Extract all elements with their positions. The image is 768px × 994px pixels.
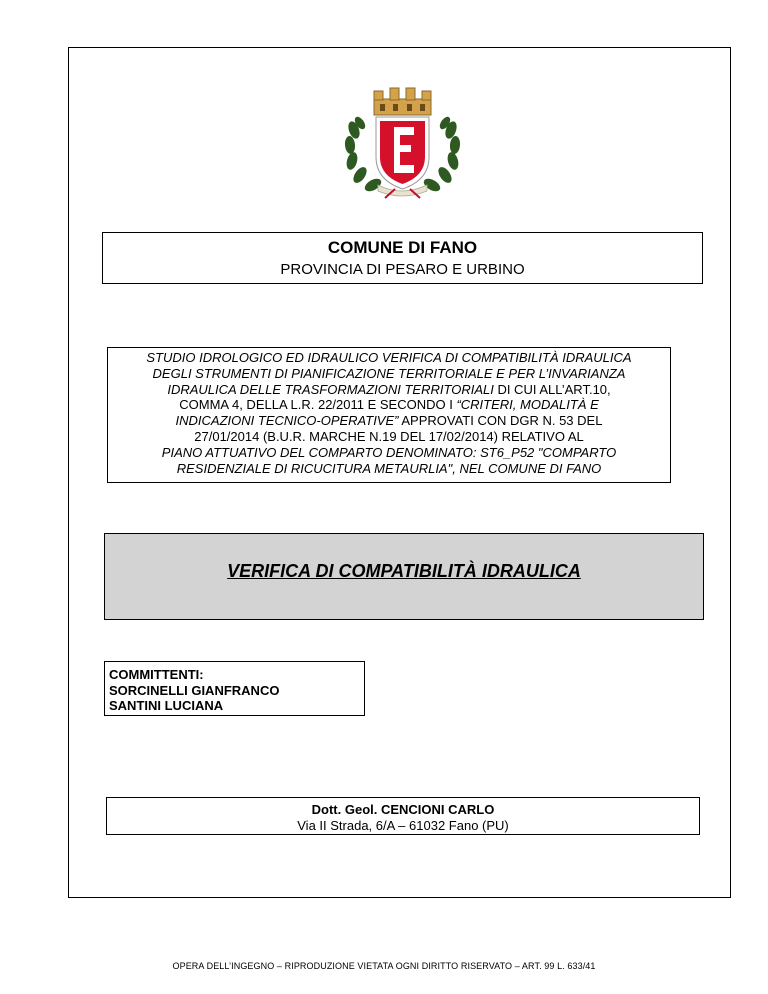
studio-line-segment: COMMA 4, DELLA L.R. 22/2011 E SECONDO I	[179, 397, 457, 413]
studio-line	[108, 366, 670, 382]
comune-title: COMUNE DI FANO	[327, 238, 478, 257]
studio-line-segment: APPROVATI CON DGR N. 53 DEL	[398, 413, 603, 429]
studio-description-text	[108, 350, 670, 476]
studio-line-segment: 27/01/2014 (B.U.R. MARCHE N.19 DEL 17/02/2014) RELATIVO AL	[194, 428, 584, 444]
studio-line	[108, 413, 670, 429]
committenti-box	[104, 661, 365, 716]
comune-subtitle: PROVINCIA DI PESARO E URBINO	[280, 261, 525, 278]
committente-name: SANTINI LUCIANA	[109, 698, 224, 713]
comune-header-box	[102, 232, 703, 284]
studio-line	[108, 382, 670, 398]
fano-coat-of-arms-icon	[340, 85, 465, 200]
studio-line-segment: INDICAZIONI TECNICO-OPERATIVE”	[175, 413, 399, 429]
studio-description-box	[107, 347, 671, 483]
studio-line-segment: PIANO ATTUATIVO DEL COMPARTO DENOMINATO: ST6_P52 "COMPARTO	[161, 444, 617, 460]
author-address: Via II Strada, 6/A – 61032 Fano (PU)	[297, 817, 509, 833]
author-box	[106, 797, 700, 835]
studio-line	[108, 445, 670, 461]
studio-line-segment: RESIDENZIALE DI RICUCITURA METAURLIA", NEL COMUNE DI FANO	[176, 460, 602, 476]
document-title-box	[104, 533, 704, 620]
studio-line-segment: DEGLI STRUMENTI DI PIANIFICAZIONE TERRITORIALE E PER L’INVARIANZA	[152, 365, 626, 381]
copyright-footer: OPERA DELL’INGEGNO – RIPRODUZIONE VIETATA OGNI DIRITTO RISERVATO – ART. 99 L. 633/41	[172, 961, 596, 971]
committente-name: SORCINELLI GIANFRANCO	[109, 682, 280, 698]
studio-line	[108, 350, 670, 366]
document-title: VERIFICA DI COMPATIBILITÀ IDRAULICA	[227, 561, 581, 581]
studio-line-segment: STUDIO IDROLOGICO ED IDRAULICO VERIFICA DI COMPATIBILITÀ IDRAULICA	[146, 350, 632, 365]
committenti-label: COMMITTENTI:	[109, 667, 204, 682]
studio-line	[108, 397, 670, 413]
studio-line	[108, 461, 670, 477]
studio-line-segment: IDRAULICA DELLE TRASFORMAZIONI TERRITORIALI	[167, 381, 494, 397]
studio-line-segment: DI CUI ALL’ART.10,	[493, 381, 611, 397]
studio-line	[108, 429, 670, 445]
studio-line-segment: “CRITERI, MODALITÀ E	[456, 397, 599, 413]
author-name: Dott. Geol. CENCIONI CARLO	[311, 802, 495, 817]
